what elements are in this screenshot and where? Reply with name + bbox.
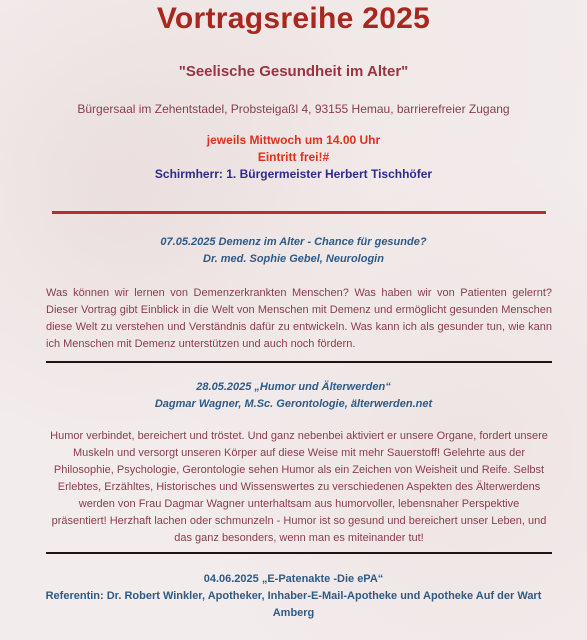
series-subtitle: "Seelische Gesundheit im Alter" [178,63,409,80]
time-text: jeweils Mittwoch um 14.00 Uhr [206,133,381,147]
event-1-description: Was können wir lernen von Demenzerkrankten Menschen? Was haben wir von Patienten gelernt? Dieser Vortrag gibt Einblick in die Welt von Menschen mit Demenz und ermöglicht gesunden Menschen diese Welt zu verstehen und Verständnis dafür zu entwickeln. Was kann ich als gesunder tun, wie kann ich Menschen mit Demenz unterstützen und auch noch fördern. [46,287,552,350]
event-2-speaker: Dagmar Wagner, M.Sc. Gerontologie, älterwerden.net [154,398,433,410]
page-title: Vortragsreihe 2025 [156,2,431,35]
venue-text: Bürgersaal im Zehentstadel, Probsteigaßl 4, 93155 Hemau, barrierefreier Zugang [77,102,510,116]
event-3-heading [40,571,547,622]
entry-text: Eintritt frei!# [257,150,330,164]
patron-text: Schirmherr: 1. Bürgermeister Herbert Tischhöfer [154,167,433,181]
event-1-heading [0,234,587,268]
event-1-title: 07.05.2025 Demenz im Alter - Chance für gesunde? [160,236,427,248]
event-2-title: 28.05.2025 „Humor und Älterwerden“ [196,381,391,393]
event-3-title: 04.06.2025 „E-Patenakte -Die ePA“ [203,573,384,585]
event-3-speaker: Referentin: Dr. Robert Winkler, Apotheker, Inhaber-E-Mail-Apotheke und Apotheke Auf der Wart Amberg [45,590,542,619]
event-1-speaker: Dr. med. Sophie Gebel, Neurologin [203,253,384,265]
header-divider [52,211,546,214]
event-2-description: Humor verbindet, bereichert und tröstet. Und ganz nebenbei aktiviert er unsere Organe, fordert unsere Muskeln und versorgt unseren Körper auf diese Weise mit mehr Sauerstoff! Gelehrte aus der Philosophie, Psychologie, Gerontologie sehen Humor als ein Zeichen von Weisheit und Reife. Selbst Erlebtes, Erzähltes, Historisches und Wissenswertes zu verschiedenen Aspekten des Älterwerdens werden von Frau Dagmar Wagner unterhaltsam aus humorvoller, lebensnaher Perspektive präsentiert! Herzhaft lachen oder schmunzeln - Humor ist so gesund und bereichert unser Leben, und das ganz besonders, wenn man es miteinander tut! [50,430,548,544]
event-divider-1 [46,361,552,363]
event-2-heading [0,379,587,413]
event-divider-2 [46,552,552,554]
